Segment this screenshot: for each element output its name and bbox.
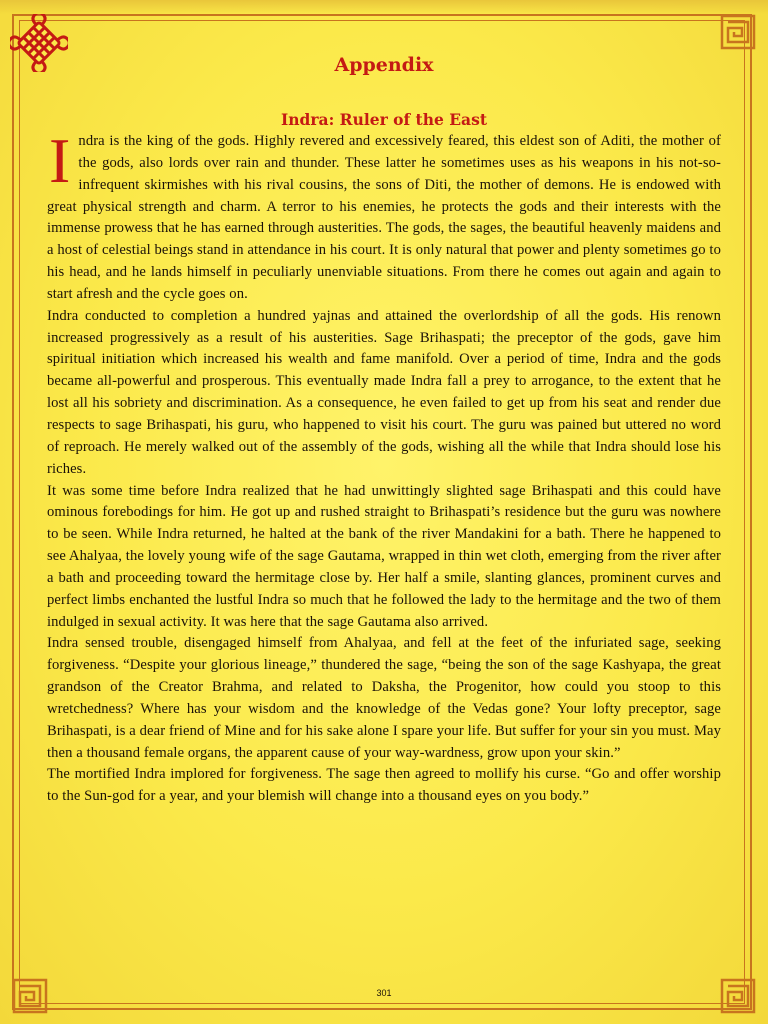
- paragraph-1: [47, 125, 721, 306]
- meander-corner-icon: [718, 12, 758, 52]
- article-body: [47, 125, 721, 808]
- paragraph-2: Indra conducted to completion a hundred yajnas and attained the overlordship of all the gods. His renown increased progressively as a result of his austerities. Sage Brihaspati; the preceptor of the gods, gave him spiritual initiation which increased his wealth and fame manifold. Over a period of time, Indra and the gods became all-powerful and prosperous. This eventually made Indra fall a prey to arrogance, to the extent that he lost all his sobriety and discrimination. As a consequence, he even failed to get up from his seat and render due respects to sage Brihaspati, his guru, who happened to visit his court. The guru was pained but uttered no word of reproach. He merely walked out of the assembly of the gods, wishing all the while that Indra should lose his riches.: [47, 307, 721, 477]
- page-number: 301: [376, 988, 392, 998]
- page-top-edge: [0, 0, 768, 14]
- drop-cap: I: [49, 125, 71, 196]
- page-title: Appendix: [334, 54, 434, 76]
- paragraph-1-text: ndra is the king of the gods. Highly revered and excessively feared, this eldest son of Aditi, the mother of the gods, also lords over rain and thunder. These latter he sometimes uses as his weapons in his not-so-infrequent skirmishes with his rival cousins, the sons of Diti, the mother of demons. He is endowed with great physical strength and charm. A terror to his enemies, he protects the gods and their interests with the immense prowess that he has earned through austerities. The gods, the sages, the beautiful heavenly maidens and a host of celestial beings stand in attendance in his court. It is only natural that power and plenty sometimes go to his head, and he lands himself in peculiarly unenviable situations. From there he comes out again and again to start afresh and the cycle goes on.: [47, 133, 721, 302]
- paragraph-3: It was some time before Indra realized that he had unwittingly slighted sage Brihaspati and this could have ominous forebodings for him. He got up and rushed straight to Brihaspati’s residence but the guru was nowhere to be seen. While Indra returned, he halted at the bank of the river Mandakini for a bath. There he happened to see Ahalyaa, the lovely young wife of the sage Gautama, wrapped in thin wet cloth, emerging from the river after a bath and proceeding toward the hermitage close by. Her half a smile, slanting glances, prominent curves and perfect limbs enchanted the lustful Indra so much that he followed the lady to the hermitage and the two of them indulged in sexual activity. It was here that the sage Gautama also arrived.: [47, 482, 721, 630]
- section-heading: Indra: Ruler of the East: [281, 110, 487, 129]
- paragraph-4: Indra sensed trouble, disengaged himself from Ahalyaa, and fell at the feet of the infuriated sage, seeking forgiveness. “Despite your glorious lineage,” thundered the sage, “being the son of the sage Kashyapa, the great grandson of the Creator Brahma, and related to Daksha, the Progenitor, how could you stoop to this wretchedness? Where has your wisdom and the knowledge of the Vedas gone? Your lofty preceptor, sage Brihaspati, is a dear friend of Mine and for his sake alone I spare your life. But suffer for your sin you must. May then a thousand female organs, the apparent cause of your way-wardness, grow upon your skin.”: [47, 635, 721, 761]
- paragraph-5: The mortified Indra implored for forgiveness. The sage then agreed to mollify his curse. “Go and offer worship to the Sun-god for a year, and your blemish will change into a thousand eyes on you body.”: [47, 766, 721, 805]
